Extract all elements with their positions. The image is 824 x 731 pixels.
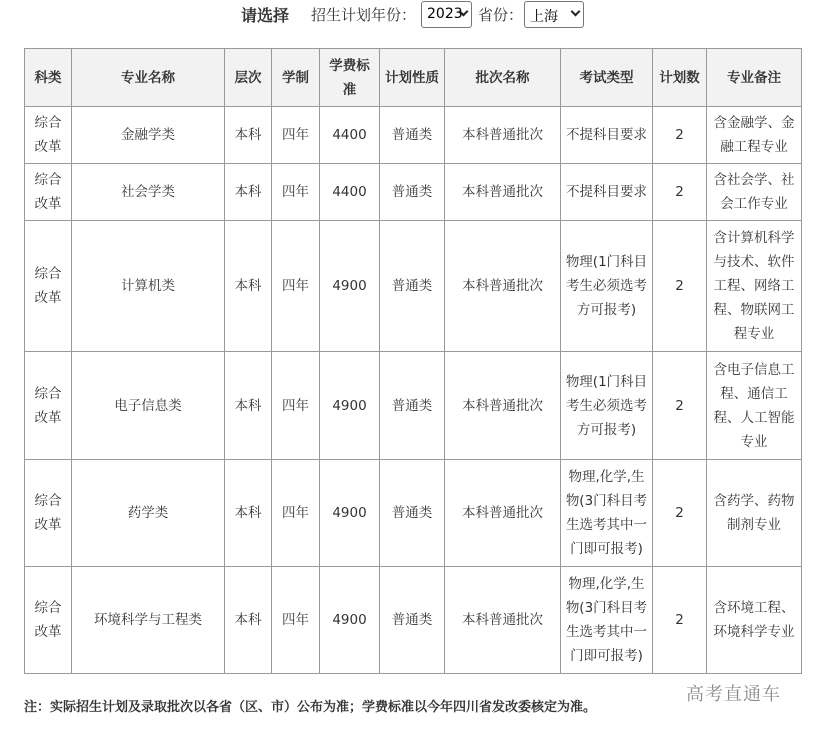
cell-level: 本科 xyxy=(225,107,272,164)
cell-category: 综合改革 xyxy=(25,460,72,567)
cell-note: 含电子信息工程、通信工程、人工智能专业 xyxy=(707,352,802,460)
cell-note: 含环境工程、环境科学专业 xyxy=(707,567,802,674)
table-row xyxy=(25,460,802,567)
cell-exam: 不提科目要求 xyxy=(561,107,653,164)
cell-count: 2 xyxy=(653,221,707,352)
cell-plan-type: 普通类 xyxy=(380,460,445,567)
cell-count: 2 xyxy=(653,567,707,674)
cell-batch: 本科普通批次 xyxy=(445,221,561,352)
table-row xyxy=(25,352,802,460)
filter-bar xyxy=(0,0,824,32)
enrollment-plan-table xyxy=(24,48,802,674)
cell-category: 综合改革 xyxy=(25,567,72,674)
year-label: 招生计划年份： xyxy=(311,6,417,24)
table-row xyxy=(25,107,802,164)
header-duration: 学制 xyxy=(272,49,320,107)
cell-fee: 4900 xyxy=(320,352,380,460)
filter-title: 请选择 xyxy=(241,6,290,25)
cell-batch: 本科普通批次 xyxy=(445,164,561,221)
cell-note: 含金融学、金融工程专业 xyxy=(707,107,802,164)
cell-major: 社会学类 xyxy=(72,164,225,221)
cell-major: 环境科学与工程类 xyxy=(72,567,225,674)
header-exam: 考试类型 xyxy=(561,49,653,107)
cell-fee: 4900 xyxy=(320,221,380,352)
cell-fee: 4400 xyxy=(320,107,380,164)
cell-level: 本科 xyxy=(225,221,272,352)
cell-category: 综合改革 xyxy=(25,352,72,460)
cell-fee: 4900 xyxy=(320,460,380,567)
province-select[interactable] xyxy=(524,1,584,28)
cell-count: 2 xyxy=(653,107,707,164)
cell-plan-type: 普通类 xyxy=(380,567,445,674)
cell-category: 综合改革 xyxy=(25,221,72,352)
header-level: 层次 xyxy=(225,49,272,107)
cell-category: 综合改革 xyxy=(25,107,72,164)
cell-exam: 物理,化学,生物(3门科目考生选考其中一门即可报考) xyxy=(561,460,653,567)
cell-note: 含社会学、社会工作专业 xyxy=(707,164,802,221)
cell-level: 本科 xyxy=(225,460,272,567)
header-plan-type: 计划性质 xyxy=(380,49,445,107)
header-note: 专业备注 xyxy=(707,49,802,107)
header-batch: 批次名称 xyxy=(445,49,561,107)
cell-plan-type: 普通类 xyxy=(380,164,445,221)
header-category: 科类 xyxy=(25,49,72,107)
chevron-down-icon xyxy=(571,7,581,17)
cell-exam: 物理,化学,生物(3门科目考生选考其中一门即可报考) xyxy=(561,567,653,674)
header-count: 计划数 xyxy=(653,49,707,107)
year-select-value: 2023 xyxy=(427,6,463,22)
cell-batch: 本科普通批次 xyxy=(445,107,561,164)
cell-exam: 物理(1门科目考生必须选考方可报考) xyxy=(561,221,653,352)
cell-batch: 本科普通批次 xyxy=(445,460,561,567)
cell-major: 金融学类 xyxy=(72,107,225,164)
cell-count: 2 xyxy=(653,164,707,221)
cell-exam: 物理(1门科目考生必须选考方可报考) xyxy=(561,352,653,460)
cell-major: 计算机类 xyxy=(72,221,225,352)
cell-plan-type: 普通类 xyxy=(380,352,445,460)
cell-level: 本科 xyxy=(225,567,272,674)
footnote: 注：实际招生计划及录取批次以各省（区、市）公布为准；学费标准以今年四川省发改委核定为准。 xyxy=(24,700,597,715)
cell-note: 含计算机科学与技术、软件工程、网络工程、物联网工程专业 xyxy=(707,221,802,352)
cell-batch: 本科普通批次 xyxy=(445,352,561,460)
cell-level: 本科 xyxy=(225,164,272,221)
cell-fee: 4900 xyxy=(320,567,380,674)
cell-duration: 四年 xyxy=(272,352,320,460)
cell-duration: 四年 xyxy=(272,164,320,221)
header-major: 专业名称 xyxy=(72,49,225,107)
cell-major: 电子信息类 xyxy=(72,352,225,460)
cell-plan-type: 普通类 xyxy=(380,221,445,352)
cell-fee: 4400 xyxy=(320,164,380,221)
header-fee: 学费标准 xyxy=(320,49,380,107)
table-row xyxy=(25,567,802,674)
cell-plan-type: 普通类 xyxy=(380,107,445,164)
cell-duration: 四年 xyxy=(272,221,320,352)
table-row xyxy=(25,164,802,221)
cell-duration: 四年 xyxy=(272,567,320,674)
cell-level: 本科 xyxy=(225,352,272,460)
watermark-logo: 高考直通车 xyxy=(686,684,781,705)
table-header-row xyxy=(25,49,802,107)
cell-batch: 本科普通批次 xyxy=(445,567,561,674)
table-row xyxy=(25,221,802,352)
cell-major: 药学类 xyxy=(72,460,225,567)
province-label: 省份： xyxy=(478,6,524,24)
cell-duration: 四年 xyxy=(272,460,320,567)
cell-exam: 不提科目要求 xyxy=(561,164,653,221)
cell-count: 2 xyxy=(653,352,707,460)
year-select[interactable] xyxy=(421,1,472,28)
province-select-value: 上海 xyxy=(530,9,558,25)
cell-note: 含药学、药物制剂专业 xyxy=(707,460,802,567)
cell-count: 2 xyxy=(653,460,707,567)
cell-category: 综合改革 xyxy=(25,164,72,221)
cell-duration: 四年 xyxy=(272,107,320,164)
